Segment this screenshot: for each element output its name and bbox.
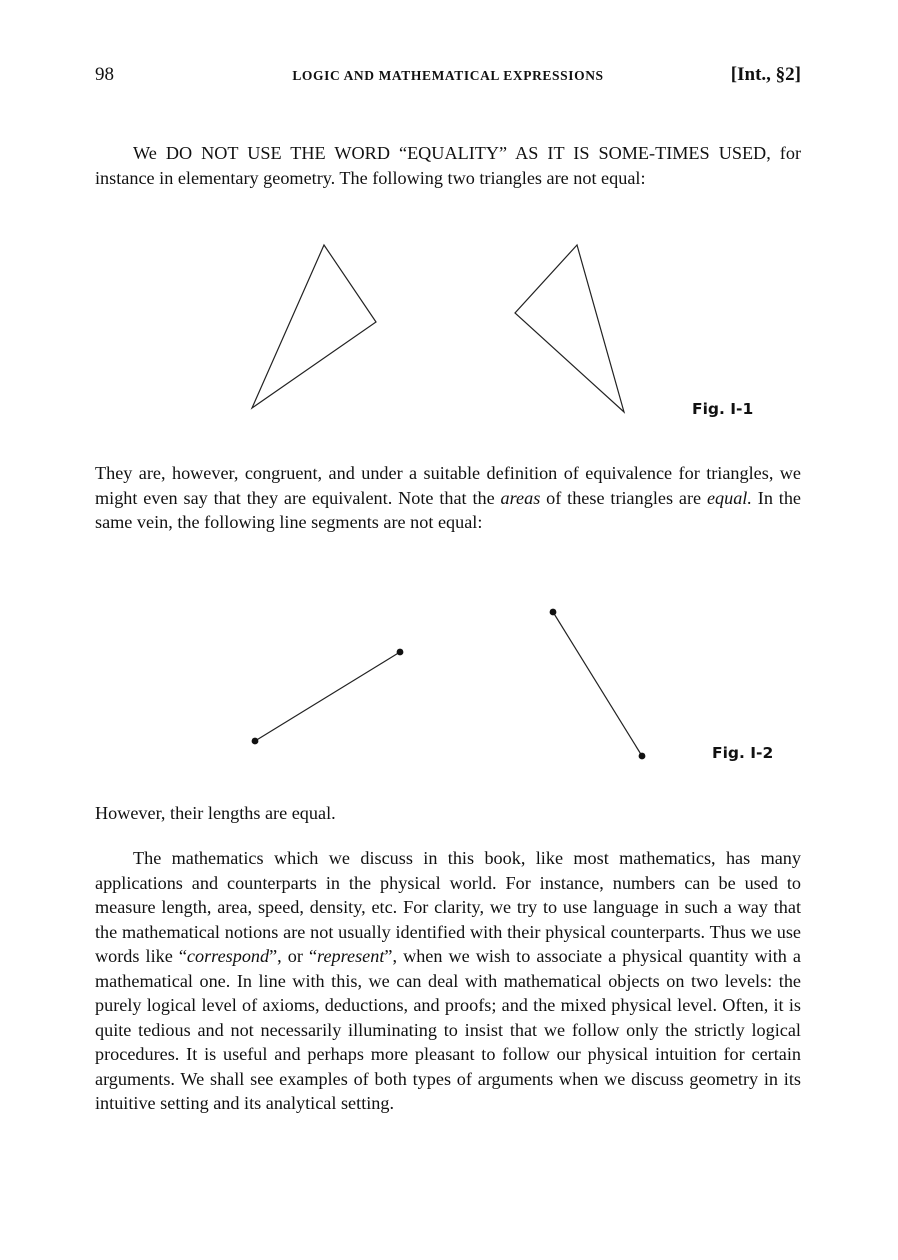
- paragraph-text: The mathematics which we discuss in this book, like most mathematics, has many applications and counterparts in the physical world. For instance, numbers can be used to measure length, area, speed, density, etc. For clarity, we try to use language in such a way that the mathematical notions are not usually identified with their physical counterparts. Thus we use words like “: [95, 848, 801, 966]
- paragraph-text: ”, when we wish to associate a physical quantity with a mathematical one. In line with this, we can deal with mathematical objects on two levels: the purely logical level of axioms, deductions, and proofs; and the mixed physical level. Often, it is quite tedious and not necessarily illuminating to insist that we follow only the strictly logical procedures. It is useful and perhaps more pleasant to follow our physical intuition for certain arguments. We shall see examples of both types of arguments when we discuss geometry in its intuitive setting and its analytical setting.: [95, 946, 801, 1113]
- triangle-left: [252, 245, 376, 408]
- italic-equal: equal.: [706, 487, 752, 508]
- figure-caption-2: Fig. I-2: [712, 744, 774, 762]
- section-marker: [Int., §2]: [730, 64, 801, 85]
- figure-caption-1: Fig. I-1: [692, 400, 754, 418]
- segment-left-endpoint-a: [252, 738, 259, 745]
- segment-left: [255, 652, 400, 741]
- segment-right-endpoint-a: [550, 609, 557, 616]
- paragraph-text: for instance in elementary geometry. The following two triangles are not equal:: [95, 143, 802, 188]
- page-header: [95, 64, 801, 90]
- paragraph-text: They are, however, congruent, and under a suitable definition of equivalence for triangles, we might even say that they are equivalent. Note that the: [95, 463, 801, 508]
- paragraph-applications: [95, 846, 801, 1116]
- paragraph-congruent: [95, 461, 801, 535]
- italic-represent: represent: [317, 946, 385, 966]
- emphasized-statement: We DO NOT USE THE WORD “EQUALITY” AS IT IS SOME-TIMES USED,: [133, 143, 771, 163]
- segment-left-endpoint-b: [397, 649, 404, 656]
- page-number: 98: [95, 64, 114, 85]
- paragraph-text: of these triangles are: [540, 487, 707, 508]
- paragraph-lengths: However, their lengths are equal.: [95, 803, 336, 823]
- italic-areas: areas: [500, 487, 541, 508]
- paragraph-equality: [95, 141, 801, 190]
- paragraph-text: In the same vein, the following line segments are not equal:: [95, 487, 801, 532]
- segment-right-endpoint-b: [639, 753, 646, 760]
- running-title: LOGIC AND MATHEMATICAL EXPRESSIONS: [292, 68, 604, 83]
- segment-right: [553, 612, 642, 756]
- triangle-right: [515, 245, 624, 412]
- italic-correspond: correspond: [186, 946, 270, 966]
- paragraph-text: ”, or “: [269, 946, 318, 966]
